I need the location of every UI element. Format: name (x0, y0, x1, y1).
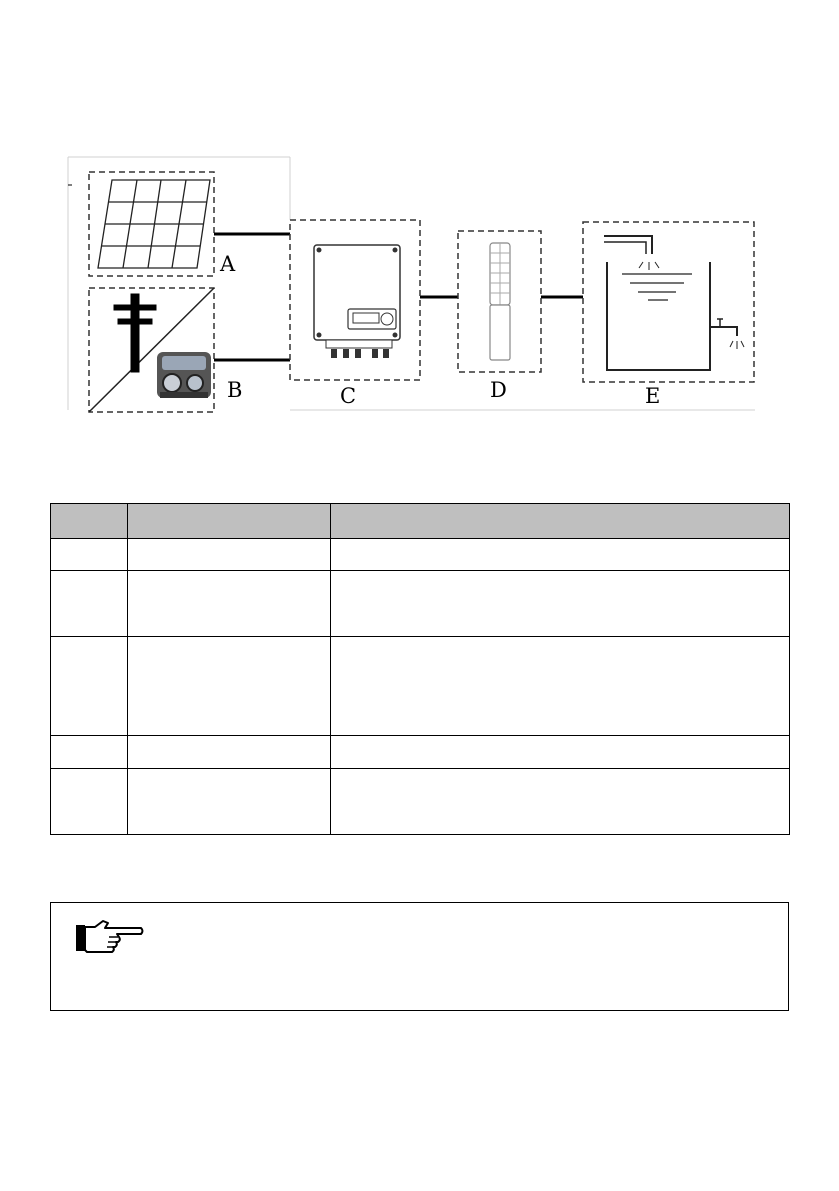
table-cell (128, 539, 331, 571)
water-tank-icon (583, 222, 754, 382)
system-diagram (0, 0, 839, 440)
note-box (50, 902, 789, 1011)
table-cell (331, 571, 790, 637)
header-cell (331, 504, 790, 539)
table-cell (128, 769, 331, 835)
label-b: B (227, 378, 243, 402)
table-cell (51, 637, 128, 736)
table-row (51, 539, 790, 571)
submersible-pump-icon (458, 231, 541, 372)
pump-inverter-icon (290, 220, 420, 380)
label-a: A (220, 252, 236, 276)
component-table (50, 503, 790, 835)
table-row (51, 637, 790, 736)
table-cell (51, 736, 128, 769)
table-cell (51, 571, 128, 637)
header-cell (128, 504, 331, 539)
header-cell (51, 504, 128, 539)
table-cell (51, 539, 128, 571)
solar-panel-icon (89, 172, 214, 276)
table-cell (128, 637, 331, 736)
power-pylon-icon (114, 294, 156, 372)
table-cell (128, 571, 331, 637)
table-row (51, 571, 790, 637)
table-cell (51, 769, 128, 835)
table-cell (331, 637, 790, 736)
table-row (51, 736, 790, 769)
table-cell (331, 539, 790, 571)
system-diagram-svg (0, 0, 839, 440)
label-d: D (490, 378, 507, 402)
pointing-hand-icon (75, 917, 145, 957)
generator-icon (157, 352, 211, 398)
label-c: C (340, 384, 357, 408)
table-row (51, 769, 790, 835)
label-e: E (645, 384, 661, 408)
table-cell (331, 769, 790, 835)
table-cell (128, 736, 331, 769)
table-header-row (51, 504, 790, 539)
table-cell (331, 736, 790, 769)
